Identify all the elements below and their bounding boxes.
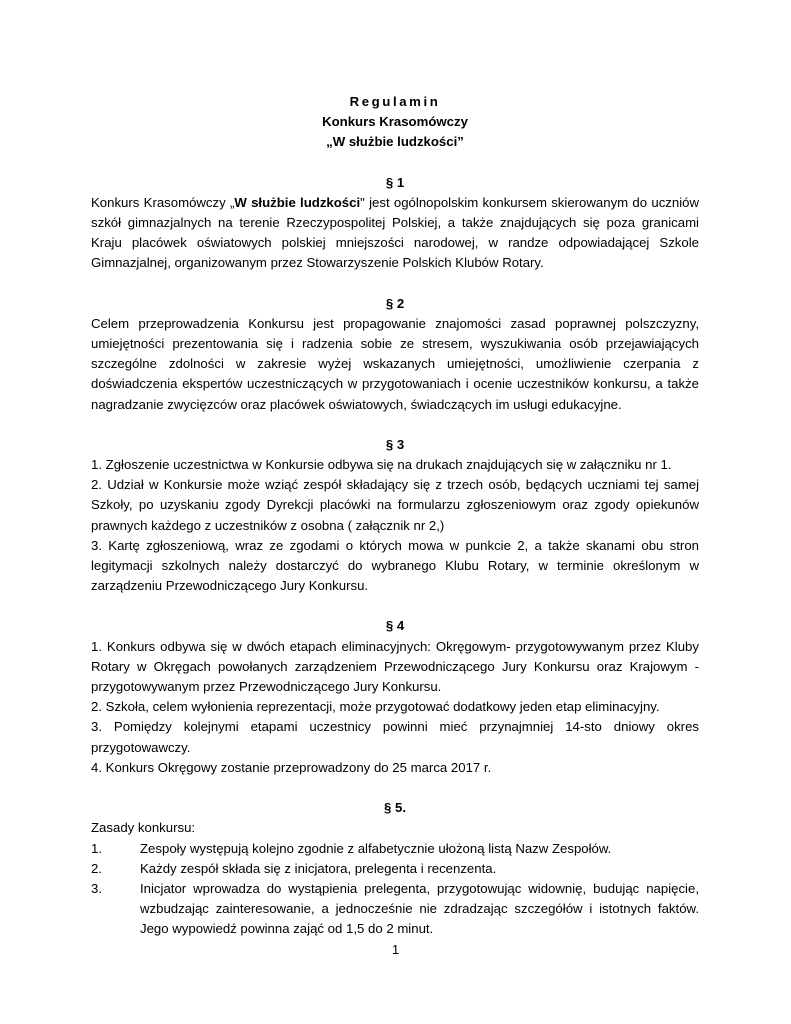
list-item bbox=[91, 839, 699, 859]
section-1-lead: Konkurs Krasomówczy „ bbox=[91, 194, 235, 210]
page-number: 1 bbox=[391, 942, 400, 957]
list-item-text: Zespoły występują kolejno zgodnie z alfabetycznie ułożoną listą Nazw Zespołów. bbox=[140, 840, 612, 856]
list-item-number: 2. bbox=[91, 860, 102, 876]
list-item bbox=[91, 859, 699, 879]
section-1-heading: § 1 bbox=[385, 174, 405, 190]
section-3-point: 1. Zgłoszenie uczestnictwa w Konkursie odbywa się na drukach znajdujących się w załączniku nr 1. bbox=[91, 457, 672, 473]
list-item-number: 3. bbox=[91, 880, 102, 896]
document-subtitle: Konkurs Krasomówczy bbox=[322, 114, 468, 130]
list-item-number: 1. bbox=[91, 840, 102, 856]
contest-name: „W służbie ludzkości” bbox=[326, 134, 464, 150]
section-3-point: 2. Udział w Konkursie może wziąć zespół składający się z trzech osób, będących uczniami tej samej Szkoły, po uzyskaniu zgody Dyrekcji placówki na formularzu zgłoszeniowym oraz zgody opiekunów prawnych każdego z uczestników z osobna ( załącznik nr 2,) bbox=[91, 477, 699, 533]
list-item bbox=[91, 879, 699, 940]
document-title: Regulamin bbox=[349, 94, 441, 109]
section-2-paragraph: Celem przeprowadzenia Konkursu jest propagowanie znajomości zasad poprawnej polszczyzny, umiejętności prezentowania się i radzenia sobie ze stresem, wyszukiwania osób przejawiających szczególne zdolności w zakresie wyżej wskazanych umiejętności, umożliwienie czerpania z doświadczenia ekspertów uczestniczących w przygotowaniach i ocenie uczestników konkursu, a także nagradzanie zwycięzców oraz placówek oświatowych, świadczących im usługi edukacyjne. bbox=[91, 315, 699, 412]
section-5-intro: Zasady konkursu: bbox=[91, 820, 196, 836]
document-body bbox=[91, 92, 699, 940]
list-item-text: Inicjator wprowadza do wystąpienia prelegenta, przygotowując widownię, budując napięcie, wzbudzając zainteresowanie, a jednocześnie nie zdradzając szczegółów i istotnych faktów. Jego wypowiedź powinna zająć od 1,5 do 2 minut. bbox=[140, 880, 699, 937]
section-1-text: " jest ogólnopolskim konkursem skierowanym do uczniów szkół gimnazjalnych na terenie Rzeczypospolitej Polskiej, a także znajdujących się poza granicami Kraju placówek oświatowych polskiej mniejszości narodowej, w randze odpowiadającej Szkole Gimnazjalnej, organizowanym przez Stowarzyszenie Polskich Klubów Rotary. bbox=[91, 194, 700, 271]
section-3-point: 3. Kartę zgłoszeniową, wraz ze zgodami o których mowa w punkcie 2, a także skanami obu stron legitymacji szkolnych należy dostarczyć do wybranego Klubu Rotary, w terminie określonym w zarządzeniu Przewodniczącego Jury Konkursu. bbox=[91, 537, 699, 594]
section-5-heading: § 5. bbox=[384, 800, 406, 816]
section-4-point: 3. Pomiędzy kolejnymi etapami uczestnicy powinni mieć przynajmniej 14-sto dniowy okres przygotowawczy. bbox=[91, 719, 699, 755]
section-4-point: 4. Konkurs Okręgowy zostanie przeprowadzony do 25 marca 2017 r. bbox=[91, 759, 492, 775]
section-4-point: 2. Szkoła, celem wyłonienia reprezentacji, może przygotować dodatkowy jeden etap eliminacyjny. bbox=[91, 699, 660, 715]
section-3-heading: § 3 bbox=[385, 436, 405, 452]
section-2-heading: § 2 bbox=[385, 295, 405, 311]
section-1-bold-name: W służbie ludzkości bbox=[234, 194, 361, 210]
section-4-point: 1. Konkurs odbywa się w dwóch etapach eliminacyjnych: Okręgowym- przygotowywanym przez Kluby Rotary w Okręgach powołanych zarządzeniem Przewodniczącego Jury Konkursu oraz Krajowym - przygotowywanym przez Przewodniczącego Jury Konkursu. bbox=[91, 638, 699, 695]
section-4-heading: § 4 bbox=[385, 618, 405, 634]
list-item-text: Każdy zespół składa się z inicjatora, prelegenta i recenzenta. bbox=[140, 860, 497, 876]
section-1-paragraph bbox=[91, 193, 699, 274]
